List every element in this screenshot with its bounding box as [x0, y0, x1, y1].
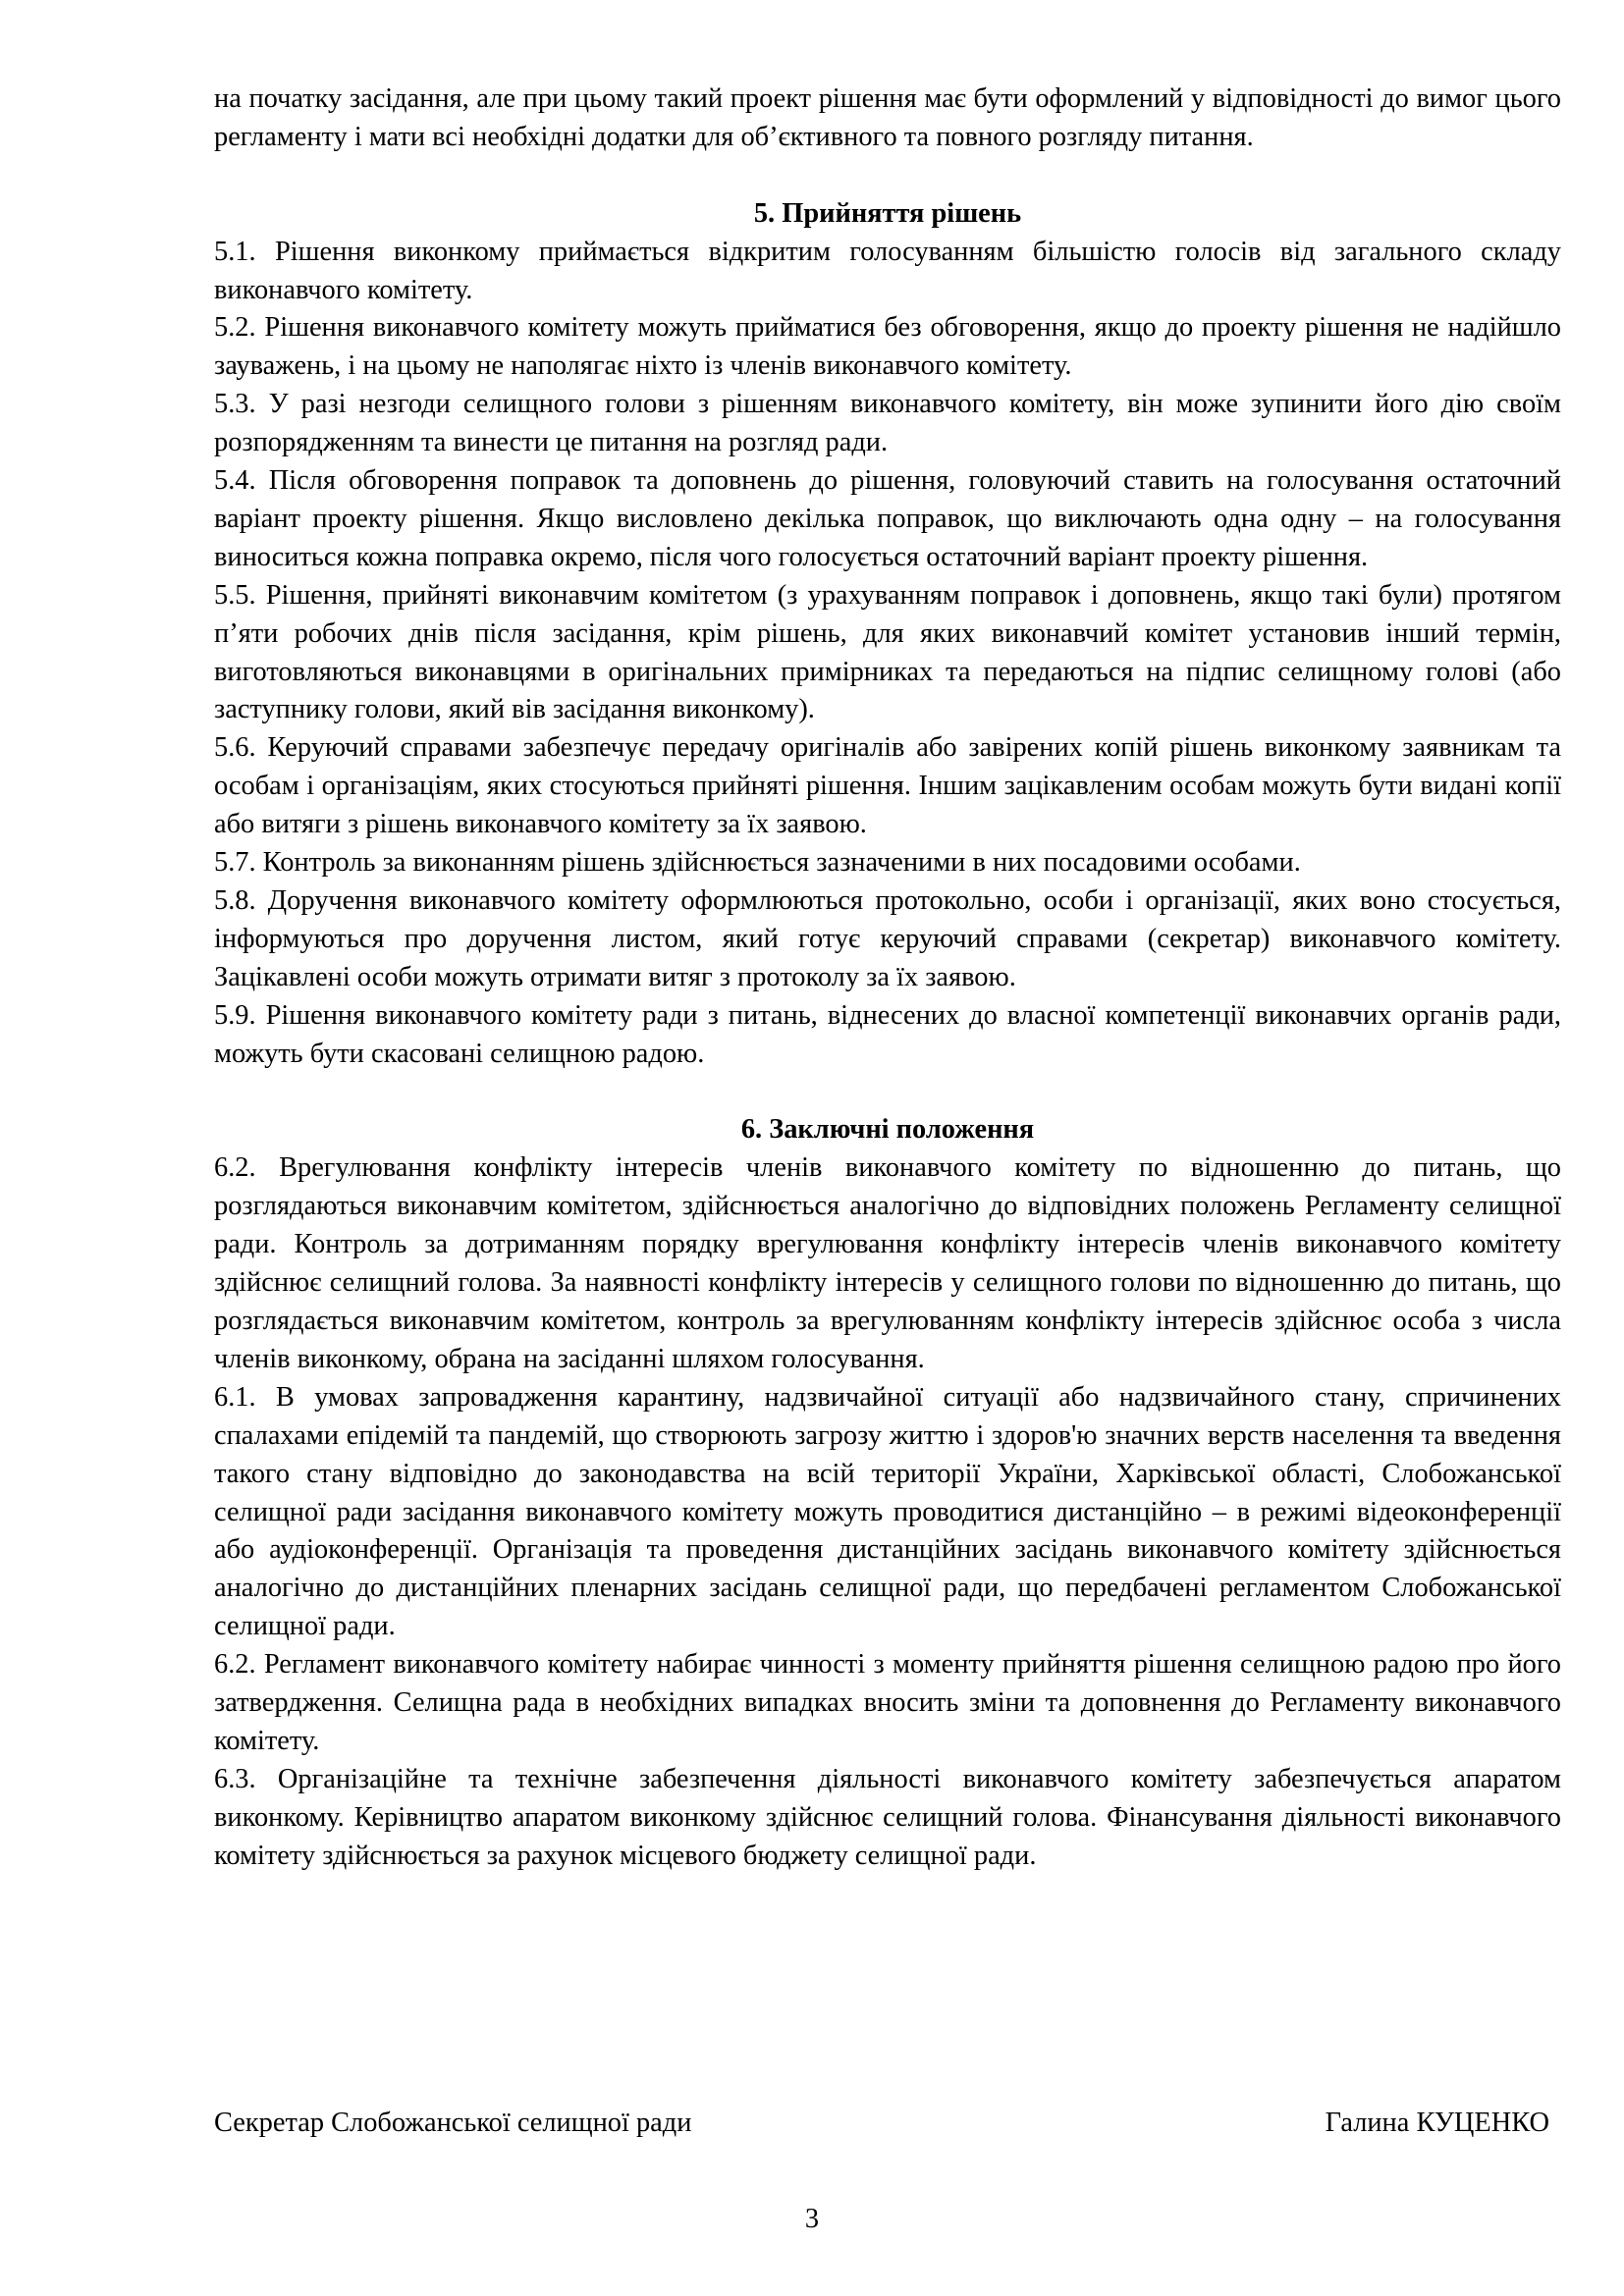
section-5-heading: 5. Прийняття рішень	[753, 197, 1022, 229]
paragraph-5-1: 5.1. Рішення виконкому приймається відкритим голосуванням більшістю голосів від загального складу виконавчого комітету.	[214, 236, 1561, 305]
signatory-name: Галина КУЦЕНКО	[1325, 2108, 1549, 2138]
paragraph-6-3: 6.3. Організаційне та технічне забезпечення діяльності виконавчого комітету забезпечується апаратом виконкому. Керівництво апаратом виконкому здійснює селищний голова. Фінансування діяльності виконавчого комітету здійснюється за рахунок місцевого бюджету селищної ради.	[214, 1763, 1561, 1871]
section-6-heading: 6. Заключні положення	[740, 1114, 1035, 1146]
paragraph-6-2-conflict: 6.2. Врегулювання конфлікту інтересів членів виконавчого комітету по відношенню до питань, що розглядаються виконавчим комітетом, здійснюється аналогічно до відповідних положень Регламенту селищної ради. Контроль за дотриманням порядку врегулювання конфлікту інтересів членів виконавчого комітету здійснює селищний голова. За наявності конфлікту інтересів у селищного голови по відношенню до питань, що розглядається виконавчим комітетом, контроль за врегулюванням конфлікту інтересів здійснює особа з числа членів виконкому, обрана на засіданні шляхом голосування.	[214, 1152, 1561, 1374]
spacer	[214, 1074, 1561, 1112]
paragraph-5-3: 5.3. У разі незгоди селищного голови з рішенням виконавчого комітету, він може зупинити його дію своїм розпорядженням та винести це питання на розгляд ради.	[214, 389, 1561, 458]
paragraph-5-4: 5.4. Після обговорення поправок та доповнень до рішення, головуючий ставить на голосування остаточний варіант проекту рішення. Якщо висловлено декілька поправок, що виключають одна одну – на голосування виноситься кожна поправка окремо, після чого голосується остаточний варіант проекту рішення.	[214, 465, 1561, 572]
paragraph-5-9: 5.9. Рішення виконавчого комітету ради з питань, віднесених до власної компетенції виконавчих органів ради, можуть бути скасовані селищною радою.	[214, 999, 1561, 1069]
paragraph-5-6: 5.6. Керуючий справами забезпечує передачу оригіналів або завірених копій рішень виконкому заявникам та особам і організаціям, яких стосуються прийняті рішення. Іншим зацікавленим особам можуть бути видані копії або витяги з рішень виконавчого комітету за їх заявою.	[214, 732, 1561, 840]
document-body	[214, 80, 1561, 1876]
page-number: 3	[804, 2204, 820, 2234]
paragraph-5-2: 5.2. Рішення виконавчого комітету можуть прийматися без обговорення, якщо до проекту рішення не надійшло зауважень, і на цьому не наполягає ніхто із членів виконавчого комітету.	[214, 312, 1561, 382]
paragraph-5-5: 5.5. Рішення, прийняті виконавчим комітетом (з урахуванням поправок і доповнень, якщо такі були) протягом п’яти робочих днів після засідання, крім рішень, для яких виконавчий комітет установив інший термін, виготовляються виконавцями в оригінальних примірниках та передаються на підпис селищному голові (або заступнику голови, який вів засідання виконкому).	[214, 579, 1561, 725]
paragraph-6-2-effect: 6.2. Регламент виконавчого комітету набирає чинності з моменту прийняття рішення селищною радою про його затвердження. Селищна рада в необхідних випадках вносить зміни та доповнення до Регламенту виконавчого комітету.	[214, 1649, 1561, 1756]
paragraph-5-7: 5.7. Контроль за виконанням рішень здійснюється зазначеними в них посадовими особами.	[214, 847, 1301, 879]
spacer	[214, 157, 1561, 195]
signatory-position: Секретар Слобожанської селищної ради	[214, 2108, 692, 2138]
paragraph-5-8: 5.8. Доручення виконавчого комітету оформлюються протокольно, особи і організації, яких воно стосується, інформуються про доручення листом, який готує керуючий справами (секретар) виконавчого комітету. Зацікавлені особи можуть отримати витяг з протоколу за їх заявою.	[214, 885, 1561, 992]
intro-paragraph: на початку засідання, але при цьому такий проект рішення має бути оформлений у відповідності до вимог цього регламенту і мати всі необхідні додатки для об’єктивного та повного розгляду питання.	[214, 83, 1561, 152]
paragraph-6-1-remote: 6.1. В умовах запровадження карантину, надзвичайної ситуації або надзвичайного стану, спричинених спалахами епідемій та пандемій, що створюють загрозу життю і здоров'ю значних верств населення та введення такого стану відповідно до законодавства на всій території України, Харківської області, Слобожанської селищної ради засідання виконавчого комітету можуть проводитися дистанційно – в режимі відеоконференції або аудіоконференції. Організація та проведення дистанційних засідань виконавчого комітету здійснюється аналогічно до дистанційних пленарних засідань селищної ради, що передбачені регламентом Слобожанської селищної ради.	[214, 1381, 1561, 1642]
signature-block	[214, 2105, 1561, 2143]
